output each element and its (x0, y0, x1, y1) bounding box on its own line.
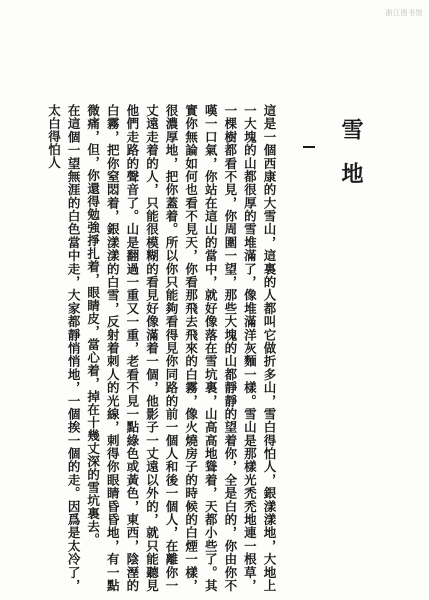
paragraph-1: 這是一個西康的大雪山，這裏的人都叫它做折多山，雪白得怕人，銀漾漾地，大地上一大塊的山都很厚的雪堆滿了，像堆滿洋灰麵一樣。雪山是那樣光禿禿地連一根草，一棵樹都看不見，你周圍一望，那些大塊的山都靜靜的望着你，全是白的，你由你不嘆一口氣，你站在這山的當中，就好像落在雪坑裏，山高高地聳着，天都小些了。其實你無論如何也看不見天，你看那飛去飛來的白霧，像火燒房子的時候的白煙一樣，很濃厚地，把你蓋着。所以你只能夠看得見你同路的前一個人和後一個人，在離你一丈遠走着的人，只能很模糊的看見好像滿着一個，他影子一丈遠以外的，就只能聽見他們走路的聲音了。山是翻過一重又一重，老看不見一點綠色或黃色，東西，陰溼的白霧，把你窒悶着，銀漾漾的白雪，反射着刺人的光線，刺得你眼睛昏昏地，有一點微痛，但，你還得勉強掙扎着，眼睛皮，當心着，掉在十幾丈深的雪坑裏去。 (85, 104, 277, 592)
chapter-title: 雪地 (338, 118, 364, 206)
title-dash (303, 146, 315, 148)
library-watermark: 浙江图书馆 (385, 9, 423, 17)
paragraph-2: 在這個一望無涯的白色當中走，大家都靜悄悄地，一個挨一個的走。因爲是太冷了，太白得怕人 (46, 104, 82, 592)
body-text (44, 104, 279, 592)
